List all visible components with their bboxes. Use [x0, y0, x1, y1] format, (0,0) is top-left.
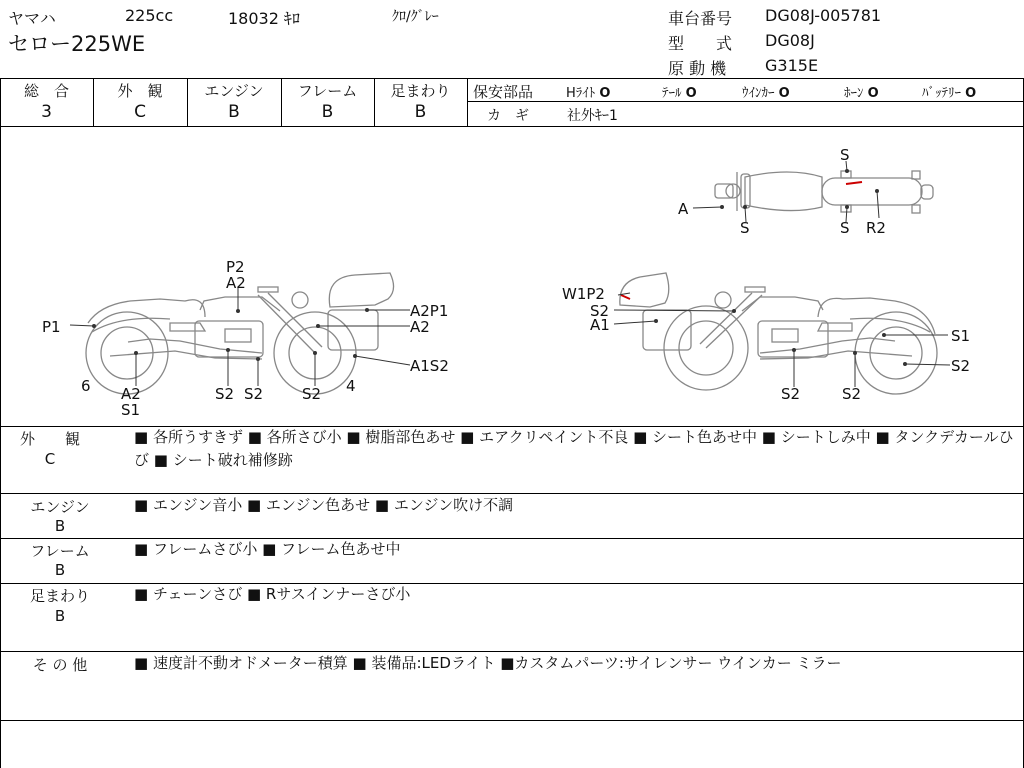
- diagram-right-label: S1: [951, 327, 971, 345]
- maker: ヤマハ: [8, 9, 56, 28]
- section-grade: C: [44, 450, 56, 468]
- diagram-left-label: P2: [226, 258, 245, 276]
- section-label: エンジン: [30, 498, 90, 516]
- section-grade: B: [54, 561, 66, 579]
- damage-mark: [846, 182, 862, 184]
- diagram-left-label: A2: [410, 318, 430, 336]
- diagram-right-label: A1: [590, 316, 610, 334]
- diagram-left-label: P1: [42, 318, 61, 336]
- diagram-left-label: A2: [226, 274, 246, 292]
- key-label: カ ギ: [487, 108, 529, 124]
- mileage: 18032 ｷﾛ: [228, 9, 300, 28]
- diagram-top-label: R2: [866, 219, 886, 237]
- diagram-top-label: A: [678, 200, 689, 218]
- section-notes: ■ チェーンさび ■ Rサスインナーさび小: [134, 585, 411, 603]
- engine-value: G315E: [765, 56, 819, 75]
- grade-label-exterior: 外 観: [117, 82, 163, 100]
- diagram-top-label: S: [740, 219, 750, 237]
- divider: [467, 78, 468, 126]
- section-label: 足まわり: [29, 587, 90, 605]
- diagram-left-label: S2: [302, 385, 322, 403]
- grade-value-exterior: C: [134, 102, 146, 122]
- grade-label-frame: フレーム: [297, 82, 358, 100]
- grade-label-suspension: 足まわり: [390, 82, 451, 100]
- diagram-left-label: S2: [244, 385, 264, 403]
- type-label: 型 式: [668, 34, 733, 53]
- diagram-left-label: A1S2: [410, 357, 449, 375]
- color: ｸﾛ/ｸﾞﾚｰ: [392, 9, 439, 25]
- section-grade: B: [54, 607, 66, 625]
- marker-dots: [92, 169, 907, 366]
- damage-diagram: [0, 127, 1024, 425]
- diagram-left-label: A2P1: [410, 302, 449, 320]
- diagram-right-label: W1P2: [562, 285, 605, 303]
- diagram-left-label: A2: [121, 385, 141, 403]
- section-notes: ■ エンジン音小 ■ エンジン色あせ ■ エンジン吹け不調: [134, 496, 514, 514]
- divider: [0, 78, 1024, 79]
- type-value: DG08J: [765, 31, 815, 50]
- safety-item-headlight: Hﾗｲﾄ O: [566, 86, 611, 101]
- grade-value-total: 3: [41, 102, 52, 122]
- frame-no: DG08J-005781: [765, 6, 882, 25]
- model-name: セロー225WE: [8, 32, 146, 56]
- safety-item-winker: ｳｲﾝｶｰ O: [742, 86, 790, 101]
- divider: [467, 101, 1024, 102]
- diagram-left-label: 6: [81, 377, 91, 395]
- diagram-right-label: S2: [951, 357, 971, 375]
- diagram-top-label: S: [840, 219, 850, 237]
- section-notes: ■ 各所うすきず ■ 各所さび小 ■ 樹脂部色あせ ■ エアクリペイント不良 ■ シート色あせ中 ■ シートしみ中 ■ タンクデカールひび ■ シート破れ補修跡: [134, 428, 1014, 469]
- section-grade: B: [54, 517, 66, 535]
- section-label: そ の 他: [32, 656, 88, 674]
- section-notes: ■ フレームさび小 ■ フレーム色あせ中: [134, 540, 401, 558]
- engine-label: 原 動 機: [668, 59, 727, 78]
- section-label: フレーム: [30, 542, 90, 560]
- safety-label: 保安部品: [473, 83, 534, 101]
- section-notes: ■ 速度計不動オドメーター積算 ■ 装備品:LEDライト ■カスタムパーツ:サイレンサー ウインカー ミラー: [134, 654, 842, 672]
- frame-no-label: 車台番号: [668, 9, 733, 28]
- safety-item-tail: ﾃｰﾙ O: [662, 86, 697, 101]
- grade-label-total: 総 合: [23, 82, 69, 100]
- leader-lines: [70, 161, 950, 387]
- key-value: 社外ｷｰ1: [567, 108, 618, 124]
- bike-right-view: [620, 273, 937, 394]
- diagram-left-label: S2: [215, 385, 235, 403]
- safety-item-horn: ﾎｰﾝ O: [844, 86, 879, 101]
- damage-mark: [621, 295, 630, 299]
- displacement: 225cc: [125, 6, 174, 25]
- safety-item-battery: ﾊﾞｯﾃﾘｰ O: [922, 86, 977, 101]
- diagram-labels: [42, 146, 970, 419]
- diagram-left-label: 4: [346, 377, 356, 395]
- grade-value-frame: B: [321, 102, 334, 122]
- diagram-right-label: S2: [842, 385, 862, 403]
- diagram-top-label: S: [840, 146, 850, 164]
- grade-label-engine: エンジン: [204, 82, 264, 100]
- diagram-left-label: S1: [121, 401, 141, 419]
- grade-value-engine: B: [228, 102, 240, 122]
- divider: [0, 720, 1024, 721]
- section-label: 外 観: [19, 430, 80, 448]
- bike-top-view: [715, 171, 933, 213]
- diagram-right-label: S2: [590, 302, 610, 320]
- grade-value-suspension: B: [414, 102, 427, 122]
- diagram-right-label: S2: [781, 385, 801, 403]
